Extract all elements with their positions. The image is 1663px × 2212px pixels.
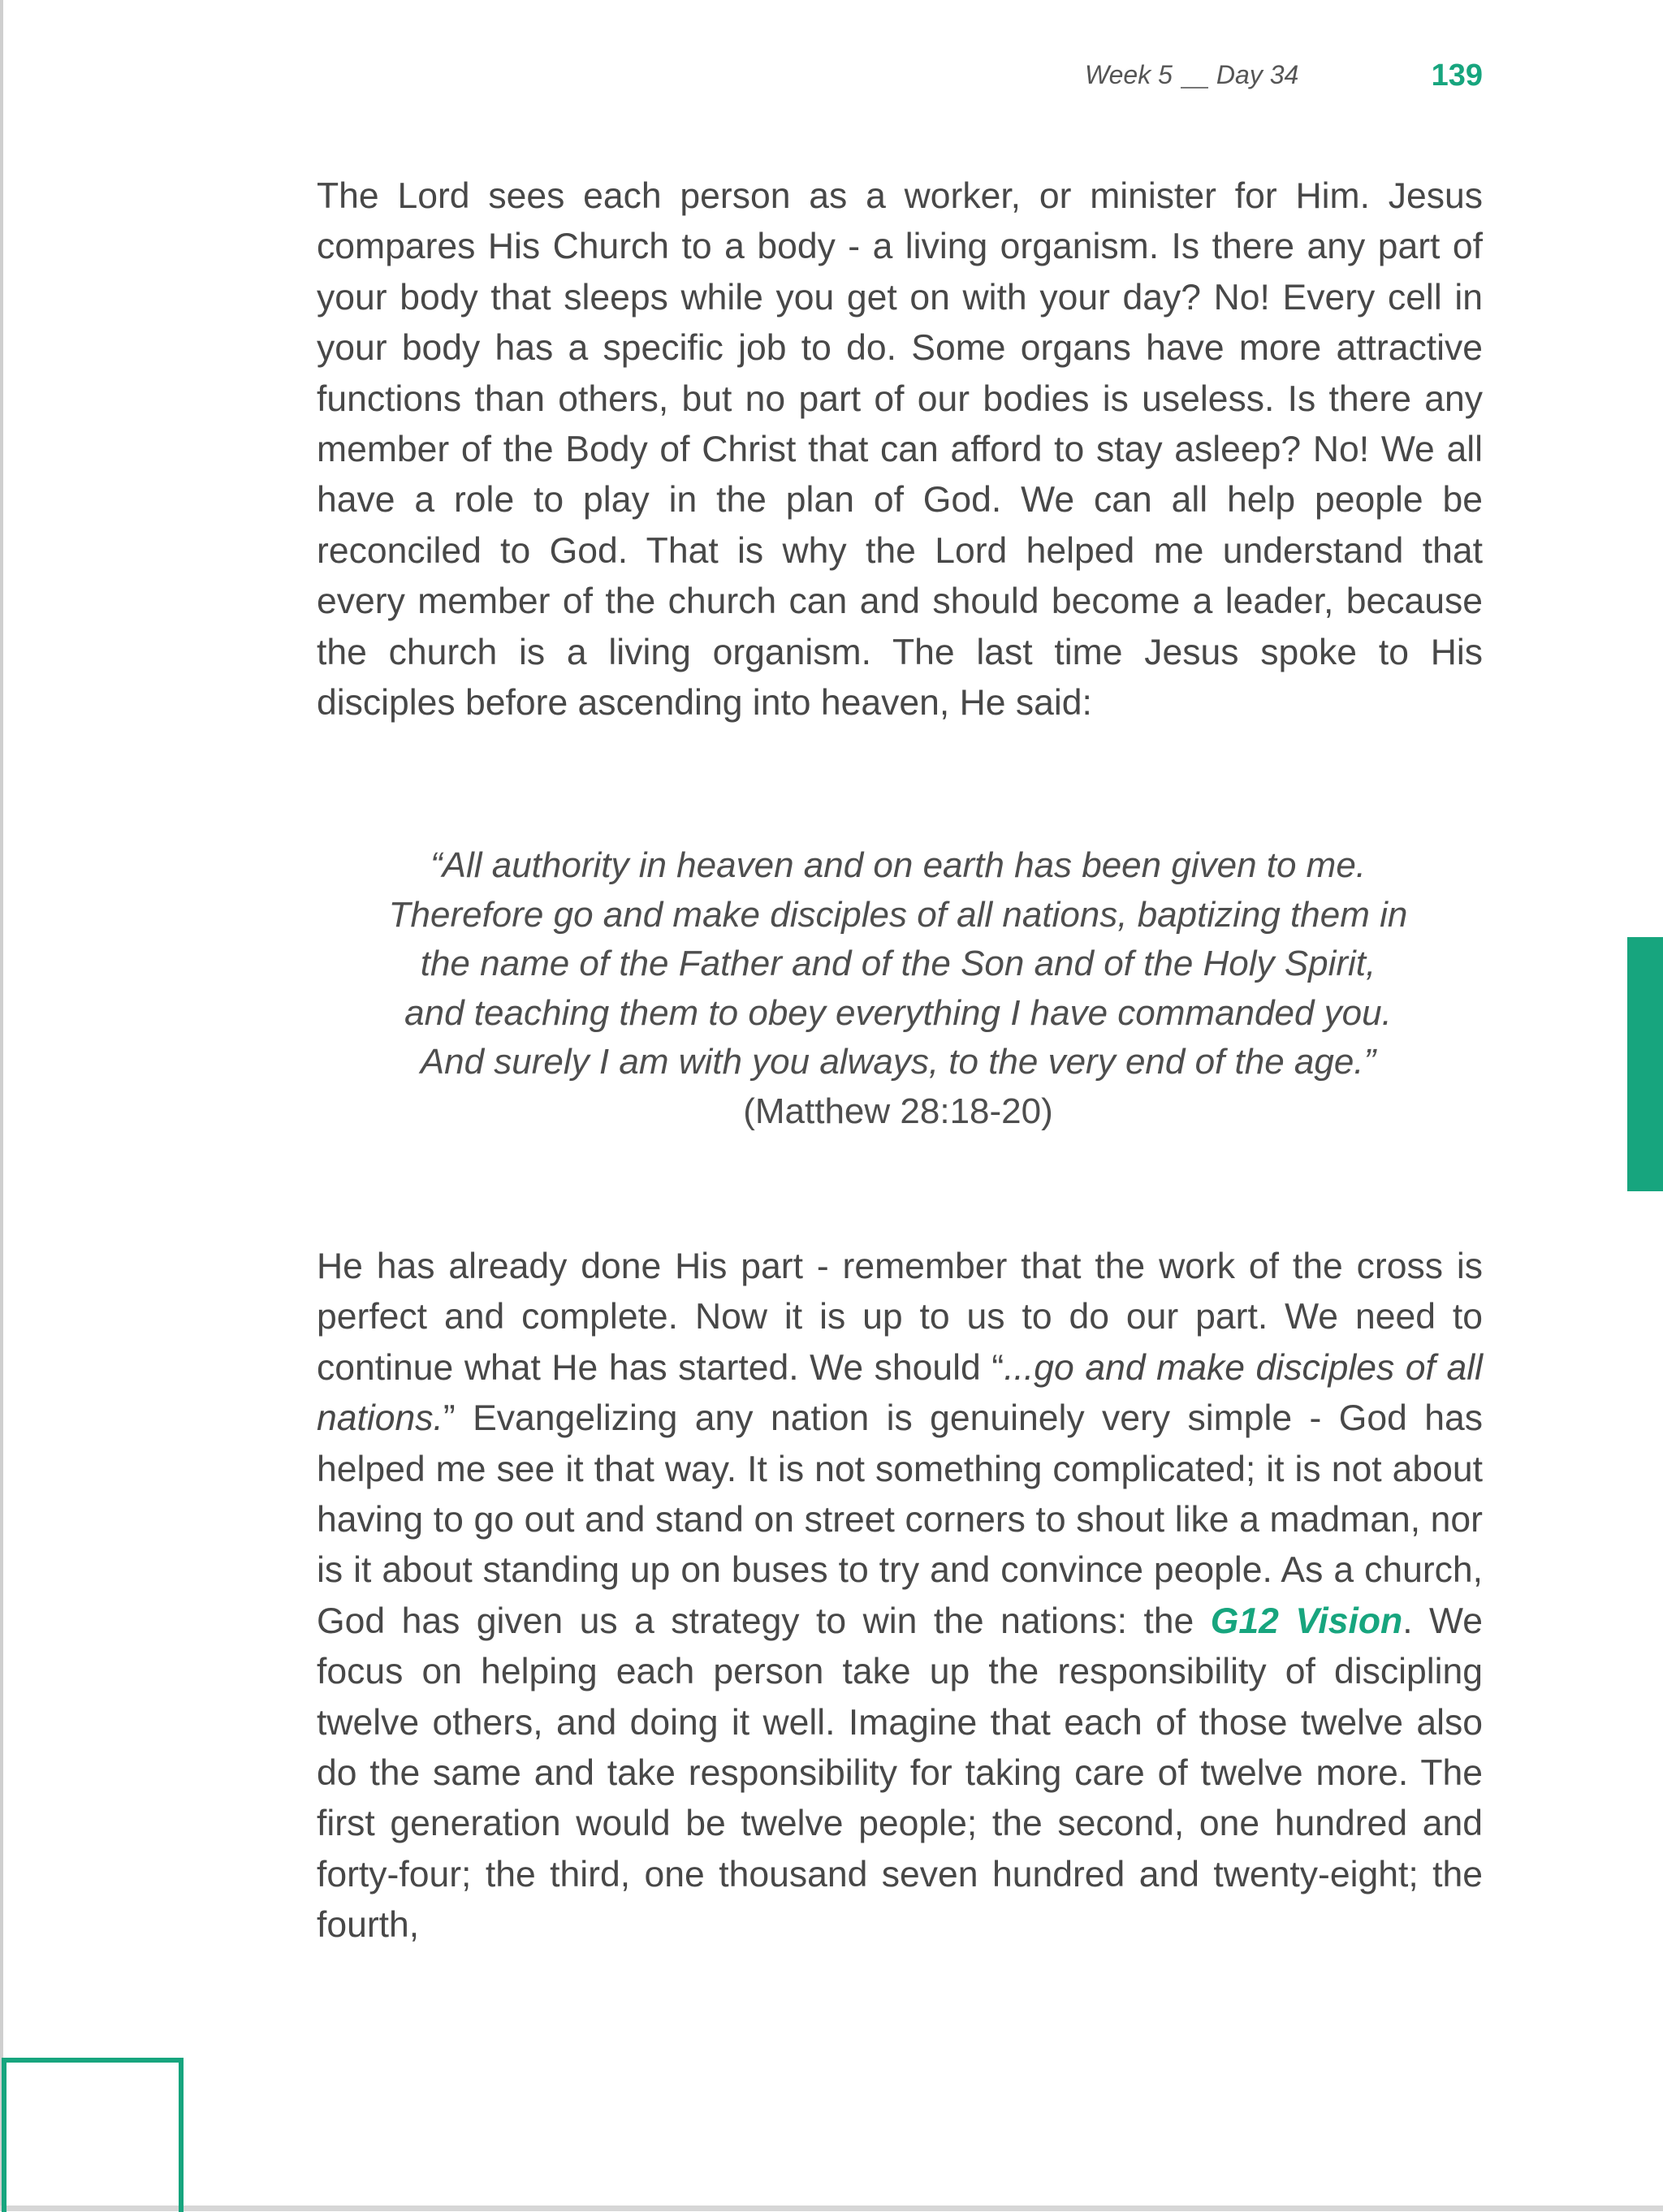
- paragraph-2-part-3: . We focus on helping each person take up the responsibility of discipling twelve others, and doing it well. Imagine that each of those twelve also do the same and take responsibility for taking care of twelve more. The first generation would be twelve people; the second, one hundred and forty-four; the third, one thousand seven hundred and twenty-eight; the fourth,: [317, 1601, 1483, 1946]
- scripture-quote: [387, 841, 1410, 1137]
- paragraph-2-part-1: He has already done His part - remember that the work of the cross is perfect and complete. Now it is up to us to do our part. We need to continue what He has started. We should “: [317, 1246, 1483, 1388]
- paragraph-2-emphasis: ...go and make disciples of all nations.: [317, 1347, 1483, 1439]
- header-separator: [1181, 87, 1208, 89]
- body-paragraph-2: [317, 1242, 1483, 1951]
- quote-text: “All authority in heaven and on earth has been given to me. Therefore go and make disciples of all nations, baptizing them in the name of the Father and of the Son and of the Holy Spirit, and teaching them to obey everything I have commanded you. And surely I am with you always, to the very end of the age.”: [388, 845, 1408, 1082]
- page-number: 139: [1431, 58, 1483, 93]
- header-day: Day 34: [1216, 60, 1299, 89]
- page-left-edge: [0, 0, 3, 2211]
- chapter-thumb-tab: [1627, 937, 1663, 1191]
- quote-reference: (Matthew 28:18-20): [743, 1091, 1053, 1131]
- running-header: [1085, 60, 1298, 90]
- body-paragraph-1: The Lord sees each person as a worker, or minister for Him. Jesus compares His Church to a body - a living organism. Is there any part of your body that sleeps while you get on with your day? No! Every cell in your body has a specific job to do. Some organs have more attractive functions than others, but no part of our bodies is useless. Is there any member of the Body of Christ that can afford to stay asleep? No! We all have a role to play in the plan of God. We can all help people be reconciled to God. That is why the Lord helped me understand that every member of the church can and should become a leader, because the church is a living organism. The last time Jesus spoke to His disciples before ascending into heaven, He said:: [317, 176, 1483, 724]
- g12-vision-highlight: G12 Vision: [1210, 1601, 1403, 1641]
- page-bottom-edge: [0, 2206, 1663, 2211]
- corner-frame-decoration: [2, 2058, 184, 2212]
- header-week: Week 5: [1085, 60, 1173, 89]
- paragraph-2-part-2: ” Evangelizing any nation is genuinely very simple - God has helped me see it that way. It is not something complicated; it is not about having to go out and stand on street corners to shout like a madman, nor is it about standing up on buses to try and convince people. As a church, God has given us a strategy to win the nations: the: [317, 1398, 1483, 1641]
